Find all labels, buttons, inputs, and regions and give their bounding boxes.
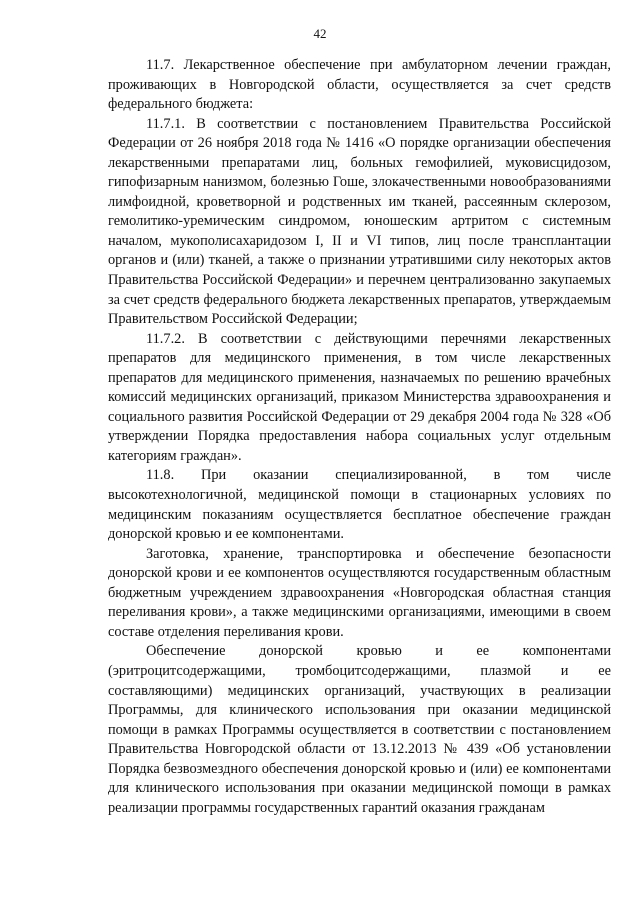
paragraph-11-7-1: 11.7.1. В соответствии с постановлением Правительства Российской Федерации от 26 ноября 2018 года № 1416 «О порядке организации обеспечения лекарственными препаратами лиц, больных гемофилией, муковисцидозом, гипофизарным нанизмом, болезнью Гоше, злокачественными новообразованиями лимфоидной, кроветворной и родственных им тканей, рассеянным склерозом, гемолитико-уремическим синдромом, юношеским артритом с системным началом, мукополисахаридозом I, II и VI типов, лиц после трансплантации органов и (или) тканей, а также о признании утратившими силу некоторых актов Правительства Российской Федерации» и перечнем централизованно закупаемых за счет средств федерального бюджета лекарственных препаратов, утверждаемым Правительством Российской Федерации; bbox=[108, 115, 611, 328]
page-number: 42 bbox=[313, 26, 327, 41]
paragraph-11-8: 11.8. При оказании специализированной, в том числе высокотехнологичной, медицинской помощи в стационарных условиях по медицинским показаниям осуществляется бесплатное обеспечение граждан донорской кровью и ее компонентами. bbox=[108, 467, 611, 543]
paragraph-11-7: 11.7. Лекарственное обеспечение при амбулаторном лечении граждан, проживающих в Новгородской области, осуществляется за счет средств федерального бюджета: bbox=[108, 57, 611, 113]
paragraph-blood-supply: Обеспечение донорской кровью и ее компонентами (эритроцитсодержащими, тромбоцитсодержащими, плазмой и ее составляющими) медицинских организаций, участвующих в реализации Программы, для клинического использования при оказании медицинской помощи в рамках Программы осуществляется в соответствии с постановлением Правительства Новгородской области от 13.12.2013 № 439 «Об установлении Порядка безвозмездного обеспечения донорской кровью и (или) ее компонентами для клинического использования при оказании медицинской помощи в рамках реализации программы государственных гарантий оказания гражданам bbox=[108, 643, 611, 816]
paragraph-11-7-2: 11.7.2. В соответствии с действующими перечнями лекарственных препаратов для медицинского применения, в том числе лекарственных препаратов для медицинского применения, назначаемых по решению врачебных комиссий медицинских организаций, приказом Министерства здравоохранения и социального развития Российской Федерации от 29 декабря 2004 года № 328 «Об утверждении Порядка предоставления набора социальных услуг отдельным категориям граждан». bbox=[108, 330, 611, 464]
paragraph-blood-procurement: Заготовка, хранение, транспортировка и обеспечение безопасности донорской крови и ее компонентов осуществляются государственным областным бюджетным учреждением здравоохранения «Новгородская областная станция переливания крови», а также медицинскими организациями, имеющими в своем составе отделения переливания крови. bbox=[108, 545, 611, 640]
